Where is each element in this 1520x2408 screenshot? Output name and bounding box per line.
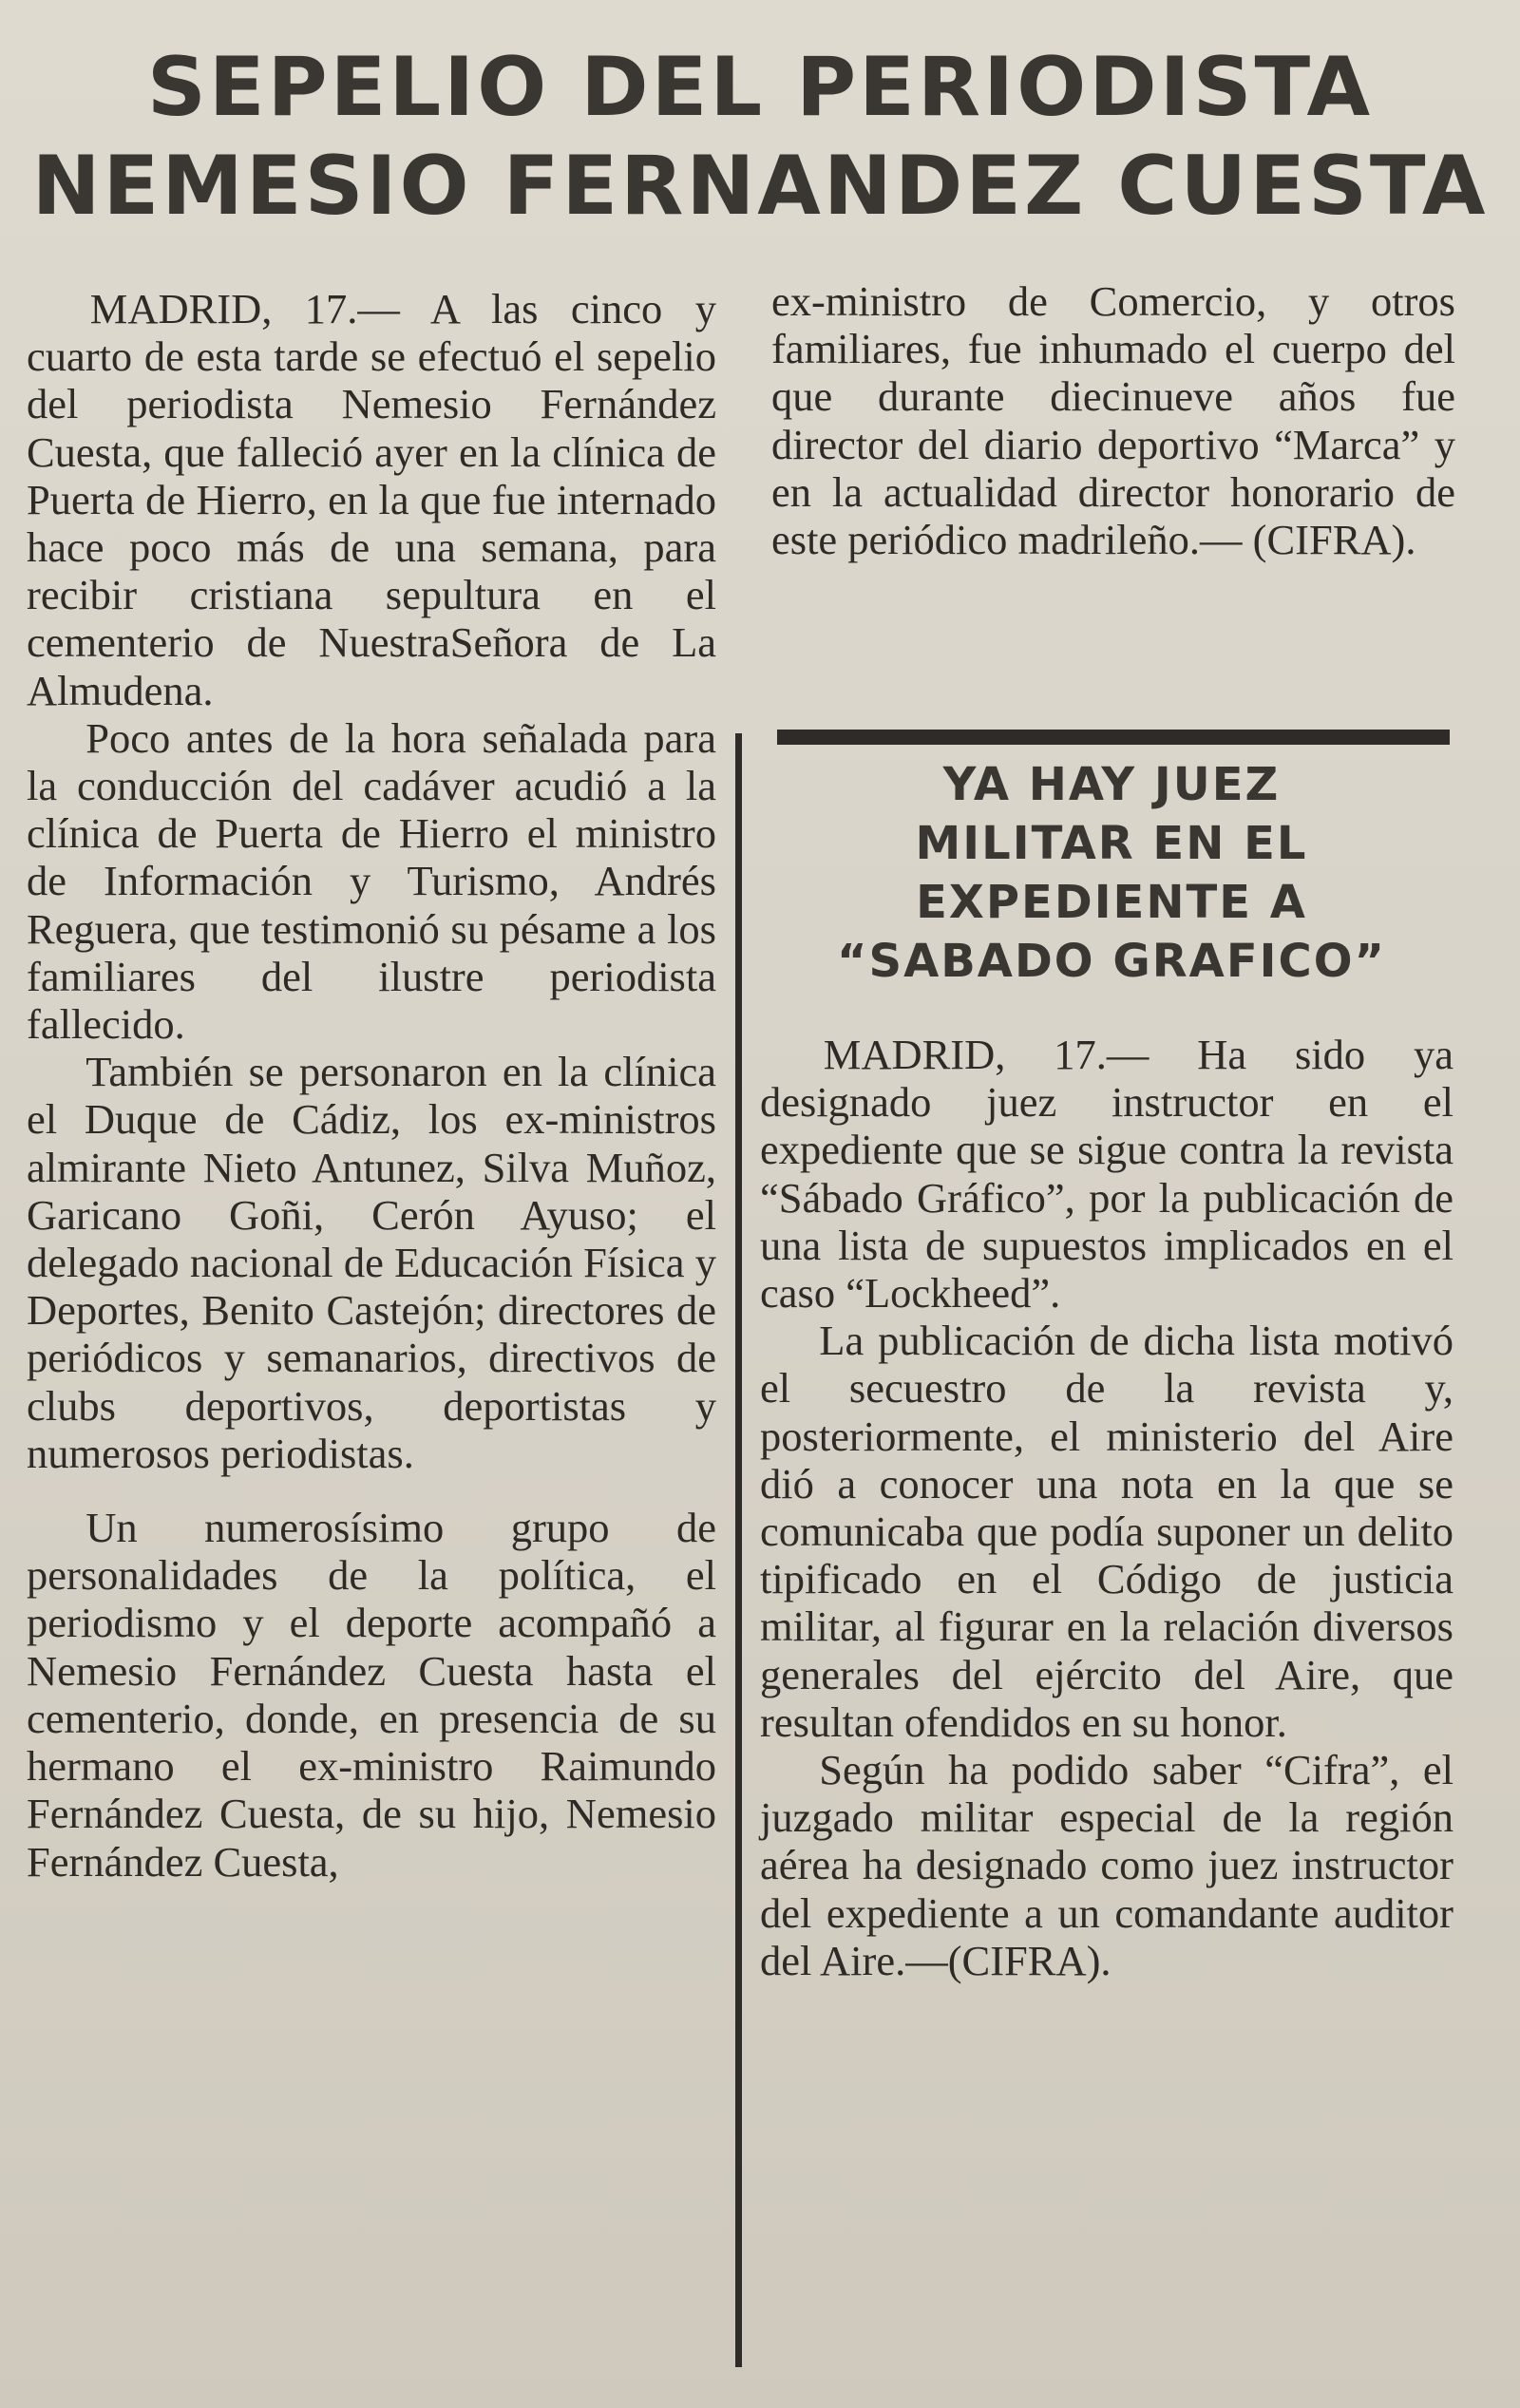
secondary-headline-line-1: YA HAY JUEZ — [942, 758, 1281, 811]
article-paragraph: Poco antes de la hora señalada para la conducción del cadáver acudió a la clínica de Puerta de Hierro el ministro de Información y Turismo, Andrés Reguera, que testimonió su pésame a los familiares del ilustre periodista fallecido. — [27, 713, 716, 1049]
article-sepelio-column — [27, 285, 716, 1886]
article-sepelio-continuation — [771, 277, 1455, 563]
section-divider — [777, 730, 1450, 745]
secondary-headline-line-2: MILITAR EN EL — [915, 817, 1308, 870]
article-paragraph: Según ha podido saber “Cifra”, el juzgado militar especial de la región aérea ha designado como juez instructor del expediente a un comandante auditor del Aire.—(CIFRA). — [760, 1746, 1454, 1984]
article-paragraph: También se personaron en la clínica el Duque de Cádiz, los ex-ministros almirante Nieto Antunez, Silva Muñoz, Garicano Goñi, Cerón Ayuso; el delegado nacional de Educación Física y Deportes, Benito Castejón; directores de periódicos y semanarios, directivos de clubs deportivos, deportistas y numerosos periodistas. — [27, 1048, 716, 1477]
article-paragraph: MADRID, 17.— A las cinco y cuarto de esta tarde se efectuó el sepelio del periodista Nemesio Fernández Cuesta, que falleció ayer en la clínica de Puerta de Hierro, en la que fue internado hace poco más de una semana, para recibir cristiana sepultura en el cementerio de NuestraSeñora de La Almudena. — [27, 285, 716, 714]
main-headline-line-2: NEMESIO FERNANDEZ CUESTA — [31, 139, 1489, 234]
secondary-headline-line-3: EXPEDIENTE A — [916, 876, 1307, 929]
secondary-headline — [779, 755, 1444, 991]
article-paragraph: MADRID, 17.— Ha sido ya designado juez instructor en el expediente que se sigue contra la revista “Sábado Gráfico”, por la publicación de una lista de supuestos implicados en el caso “Lockheed”. — [760, 1031, 1454, 1318]
main-headline-line-1: SEPELIO DEL PERIODISTA — [146, 40, 1374, 135]
article-paragraph: Un numerosísimo grupo de personalidades de la política, el periodismo y el deporte acompañó a Nemesio Fernández Cuesta hasta el cementerio, donde, en presencia de su hermano el ex-ministro Raimundo Fernández Cuesta, de su hijo, Nemesio Fernández Cuesta, — [27, 1504, 716, 1886]
secondary-headline-line-4: “SABADO GRAFICO” — [836, 935, 1387, 988]
column-divider — [735, 733, 742, 2367]
main-headline — [28, 38, 1492, 236]
article-paragraph: ex-ministro de Comercio, y otros familiares, fue inhumado el cuerpo del que durante diecinueve años fue director del diario deportivo “Marca” y en la actualidad director honorario de este periódico madrileño.— (CIFRA). — [771, 277, 1455, 564]
article-juez-column — [760, 1031, 1454, 1984]
article-paragraph: La publicación de dicha lista motivó el secuestro de la revista y, posteriormente, el ministerio del Aire dió a conocer una nota en la que se comunicaba que podía suponer un delito tipificado en el Código de justicia militar, al figurar en la relación diversos generales del ejército del Aire, que resultan ofendidos en su honor. — [760, 1317, 1454, 1746]
